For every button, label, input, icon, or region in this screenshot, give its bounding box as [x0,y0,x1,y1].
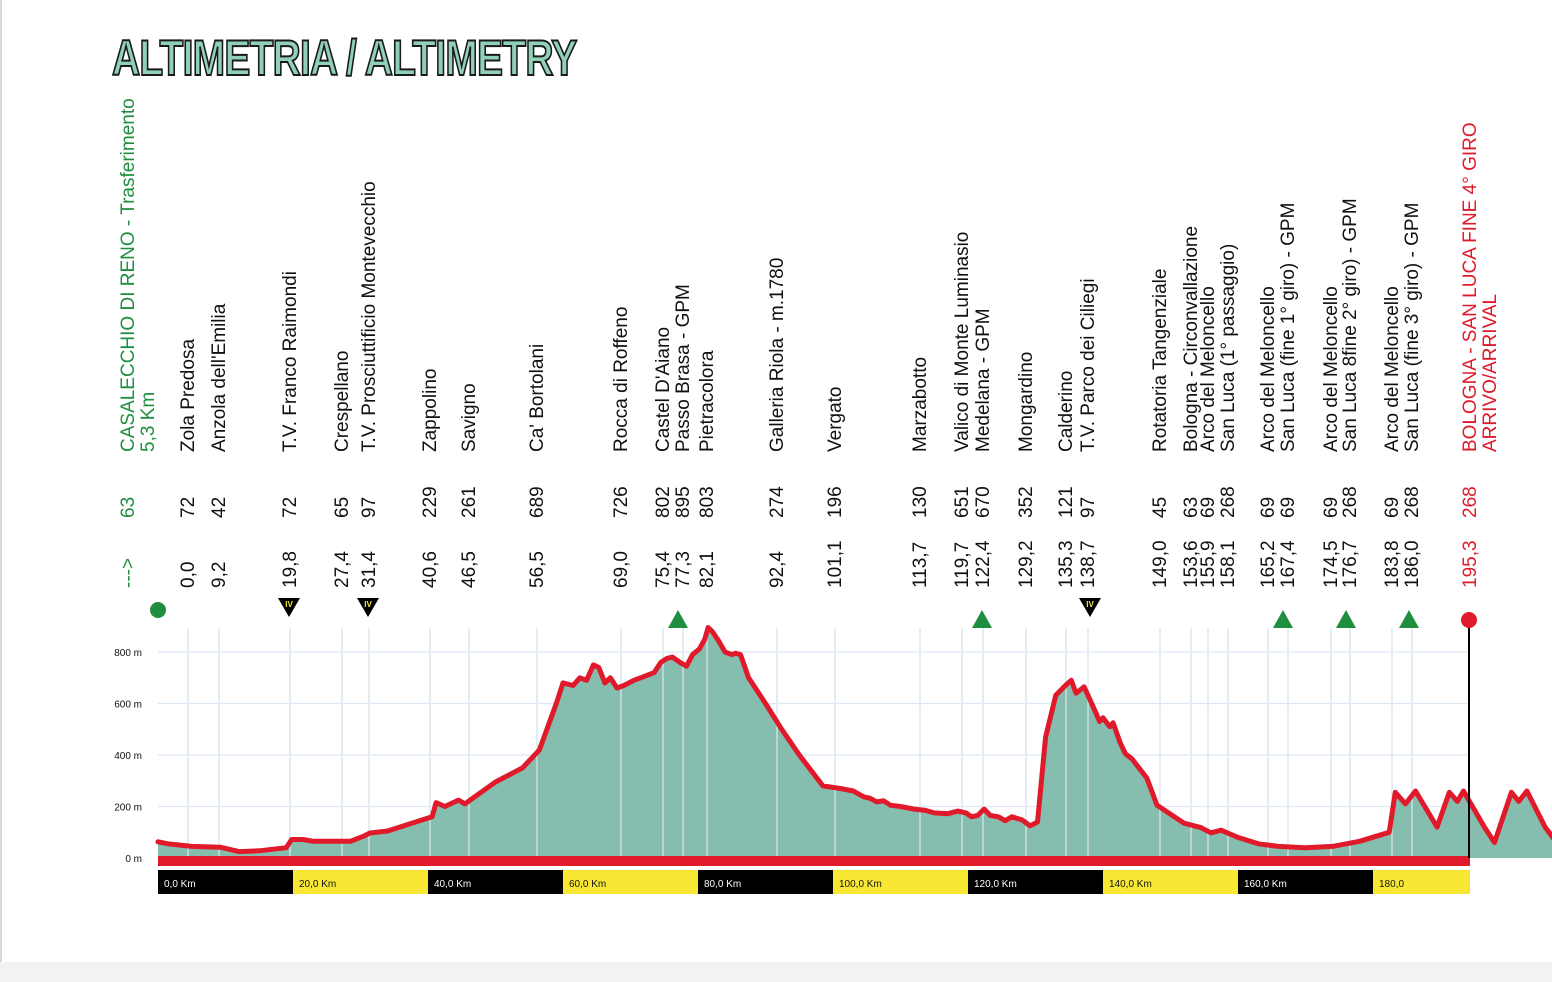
point-name: Castel D'Aiano [653,326,674,452]
point-km: 9,2 [209,561,230,588]
point-altitude: 65 [332,496,353,518]
scale-label: 20,0 Km [299,879,337,890]
point-name: CASALECCHIO DI RENO - Trasferimento [118,98,139,452]
point-km: 119,7 [952,541,973,588]
point-km: ---> [118,557,139,588]
point-name: Medelana - GPM [973,308,994,452]
start-marker [150,602,166,618]
scale-label: 120,0 Km [974,879,1017,890]
point-altitude: 72 [178,496,199,518]
point-altitude: 229 [420,486,441,518]
y-tick-label: 200 m [114,802,142,814]
point-altitude: 802 [653,486,674,518]
point-name: T.V. Parco dei Ciliegi [1078,278,1099,452]
point-km: 135,3 [1056,540,1077,588]
bottom-strip [0,962,1552,982]
finish-marker [1461,612,1477,628]
point-altitude: 69 [1321,496,1342,518]
scale-label: 160,0 Km [1244,879,1287,890]
point-km: 56,5 [527,551,548,588]
point-altitude: 268 [1460,486,1481,518]
point-km: 19,8 [280,551,301,588]
point-altitude: 97 [359,496,380,518]
sprint-marker-label: IV [1086,600,1094,609]
point-altitude: 69 [1278,496,1299,518]
point-km: 0,0 [178,561,199,588]
point-name: San Luca (fine 3° giro) - GPM [1402,202,1423,452]
point-km: 167,4 [1278,540,1299,588]
point-name: Zola Predosa [178,338,199,452]
point-altitude: 670 [973,486,994,518]
point-labels [118,98,1501,588]
point-km: 27,4 [332,551,353,588]
point-altitude: 69 [1198,496,1219,518]
point-name: Ca' Bortolani [527,343,548,452]
point-km: 31,4 [359,551,380,588]
y-axis [114,648,142,865]
point-km: 155,9 [1198,540,1219,588]
point-km: 129,2 [1016,540,1037,588]
point-name: Zappolino [420,368,441,452]
baseline-bar [158,856,1470,866]
page-title: ALTIMETRIA / ALTIMETRY [112,30,577,86]
point-name: San Luca (1° passaggio) [1218,243,1239,452]
point-name: Arco del Meloncello [1321,286,1342,452]
point-name: San Luca 8fine 2° giro) - GPM [1340,198,1361,452]
point-km: 149,0 [1150,540,1171,588]
scale-label: 180,0 [1379,879,1405,890]
point-name: Savigno [459,383,480,452]
point-altitude: 121 [1056,486,1077,518]
scale-label: 40,0 Km [434,879,472,890]
point-name: Passo Brasa - GPM [673,284,694,452]
point-name: Arco del Meloncello [1258,286,1279,452]
scale-label: 80,0 Km [704,879,742,890]
sprint-marker-label: IV [285,600,293,609]
point-name: Bologna - Circonvallazione [1181,225,1202,452]
point-altitude: 726 [611,486,632,518]
point-km: 46,5 [459,551,480,588]
point-km: 183,8 [1382,540,1403,588]
point-km: 138,7 [1078,540,1099,588]
point-altitude: 261 [459,486,480,518]
point-name: Anzola dell'Emilia [209,303,230,452]
point-km: 158,1 [1218,540,1239,588]
point-altitude: 196 [825,486,846,518]
scale-label: 60,0 Km [569,879,607,890]
point-name: Marzabotto [910,356,931,452]
gpm-marker [1273,610,1293,628]
gpm-marker [668,610,688,628]
markers [150,598,1477,628]
point-altitude: 63 [118,496,139,518]
point-km: 40,6 [420,551,441,588]
point-name: Crespellano [332,350,353,452]
y-tick-label: 600 m [114,699,142,711]
point-km: 113,7 [910,541,931,588]
point-name: ARRIVO/ARRIVAL [1480,293,1501,452]
point-km: 186,0 [1402,540,1423,588]
point-km: 92,4 [767,551,788,588]
scale-label: 140,0 Km [1109,879,1152,890]
point-name: Rocca di Roffeno [611,306,632,452]
point-altitude: 97 [1078,496,1099,518]
km-scale [158,870,1470,894]
point-altitude: 45 [1150,496,1171,518]
point-km: 165,2 [1258,540,1279,588]
y-tick-label: 400 m [114,751,142,762]
point-name: Valico di Monte Luminasio [952,231,973,452]
point-km: 174,5 [1321,540,1342,588]
point-km: 101,1 [825,540,846,588]
point-name: Rotatoria Tangenziale [1150,268,1171,452]
point-km: 82,1 [697,551,718,588]
point-altitude: 42 [209,496,230,518]
point-name: San Luca (fine 1° giro) - GPM [1278,202,1299,452]
gpm-marker [1399,610,1419,628]
y-tick-label: 0 m [125,854,142,865]
point-name: T.V. Franco Raimondi [280,271,301,452]
point-altitude: 651 [952,486,973,518]
point-altitude: 268 [1340,486,1361,518]
point-name: BOLOGNA - SAN LUCA FINE 4° GIRO [1460,122,1481,452]
point-altitude: 130 [910,486,931,518]
point-km: 176,7 [1340,540,1361,588]
point-altitude: 69 [1258,496,1279,518]
point-km: 122,4 [973,540,994,588]
point-altitude: 895 [673,486,694,518]
point-name: Pietracolora [697,350,718,452]
point-km: 69,0 [611,551,632,588]
point-name: Mongardino [1016,351,1037,452]
point-altitude: 69 [1382,496,1403,518]
point-altitude: 689 [527,486,548,518]
sprint-marker-label: IV [364,600,372,609]
point-name: Calderino [1056,370,1077,452]
point-name: T.V. Prosciuttificio Montevecchio [359,181,380,452]
point-altitude: 63 [1181,496,1202,518]
scale-label: 100,0 Km [839,879,882,890]
gpm-marker [1336,610,1356,628]
point-name: Vergato [825,386,846,452]
point-km: 75,4 [653,551,674,588]
point-name: 5,3 Km [138,391,159,452]
point-name: Arco del Meloncello [1382,286,1403,452]
gpm-marker [972,610,992,628]
point-km: 77,3 [673,551,694,588]
y-tick-label: 800 m [114,648,142,659]
point-km: 153,6 [1181,540,1202,588]
point-altitude: 352 [1016,486,1037,518]
point-altitude: 268 [1218,486,1239,518]
point-km: 195,3 [1460,540,1481,588]
point-altitude: 72 [280,496,301,518]
scale-label: 0,0 Km [164,879,196,890]
point-altitude: 803 [697,486,718,518]
point-altitude: 268 [1402,486,1423,518]
point-altitude: 274 [767,486,788,518]
point-name: Galleria Riola - m.1780 [767,257,788,452]
point-name: Arco del Meloncello [1198,286,1219,452]
